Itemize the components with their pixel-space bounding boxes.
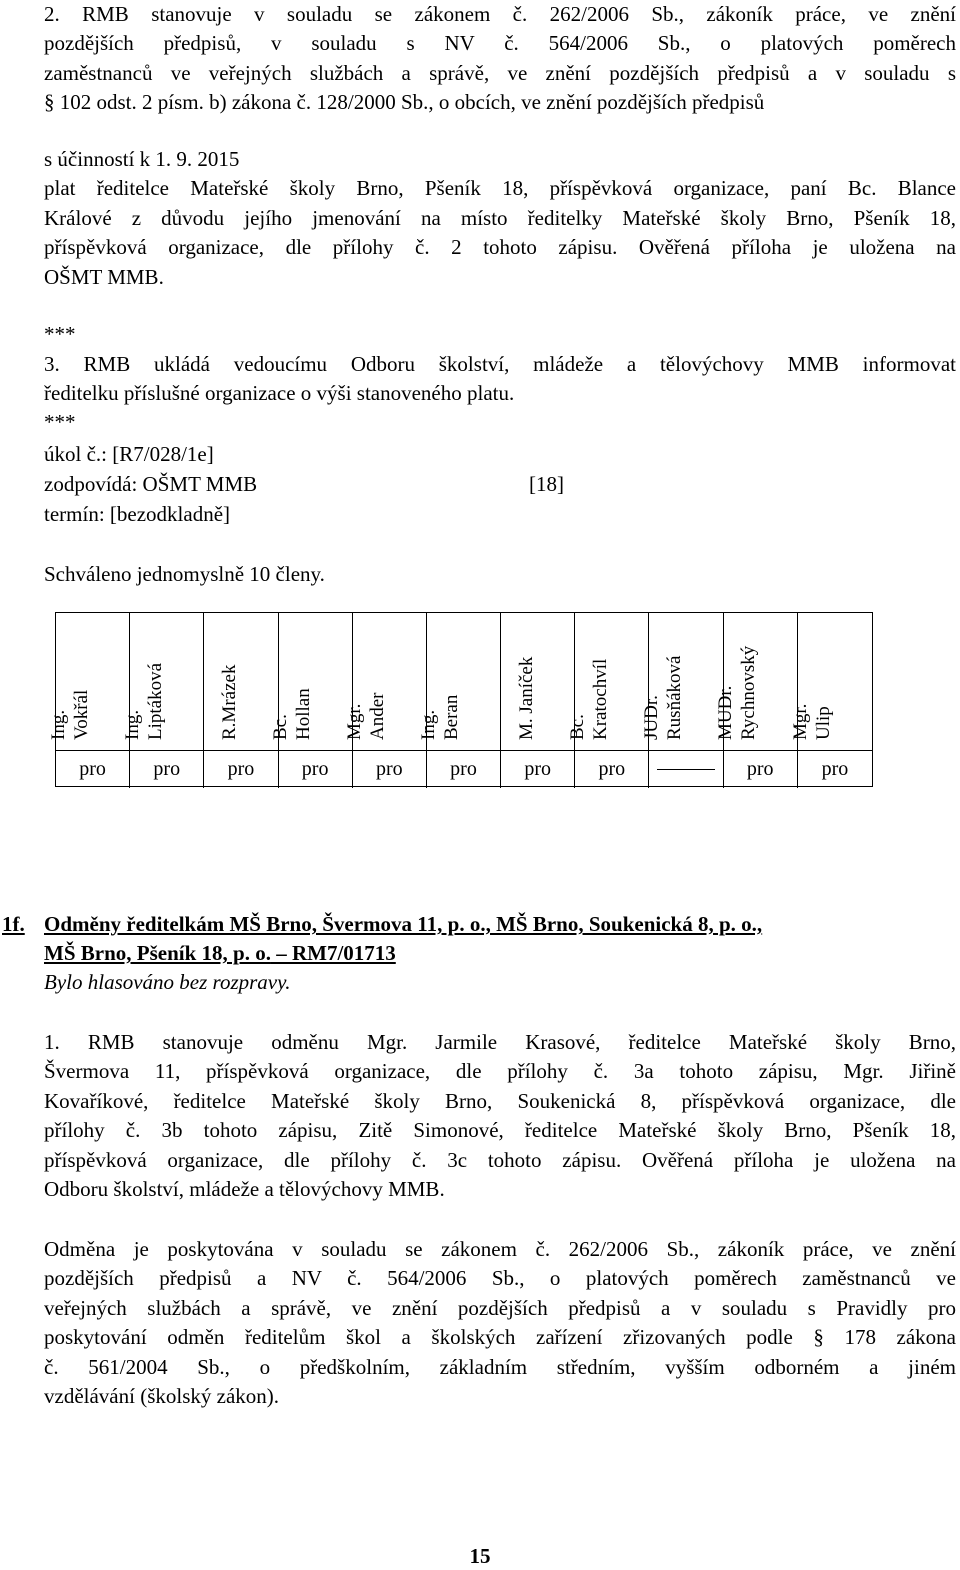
vote-header-cell (789, 613, 872, 751)
vote-header-cell (121, 613, 204, 751)
section-title-ref: – RM7/01713 (270, 941, 396, 965)
vote-cell: pro (501, 751, 575, 788)
vote-header-cell (47, 613, 130, 751)
separator: *** (44, 410, 76, 434)
text-line: plat ředitelce Mateřské školy Brno, Pšeník 18, příspěvková organizace, paní Bc. Blance (44, 176, 956, 201)
vote-cell: pro (279, 751, 353, 788)
vote-cell: pro (204, 751, 278, 788)
section-number: 1f. (2, 912, 25, 936)
text-line: § 102 odst. 2 písm. b) zákona č. 128/2000 Sb., o obcích, ve znění pozdějších předpisů (44, 90, 765, 115)
section-title-org: MŠ Brno, Pšeník 18, p. o. (44, 941, 271, 965)
member-name: Liptáková (144, 662, 166, 740)
text-line: přílohy č. 3b tohoto zápisu, Zitě Simonové, ředitelce Mateřské školy Brno, Pšeník 18, (44, 1118, 956, 1143)
member-name: Kratochvíl (589, 658, 611, 740)
vote-header-cell (418, 613, 501, 751)
vote-cell: pro (56, 751, 130, 788)
vote-cell: pro (575, 751, 649, 788)
vote-table (47, 612, 873, 787)
task-code: [18] (529, 472, 564, 496)
text-line: č. 561/2004 Sb., o předškolním, základním středním, vyšším odborném a jiném (44, 1354, 956, 1379)
task-deadline: termín: [bezodkladně] (44, 502, 231, 526)
member-title: Ing. (47, 709, 69, 740)
member-title: Ing. (418, 709, 440, 740)
text-line: Kovaříkové, ředitelce Mateřské školy Brno, Soukenická 8, příspěvková organizace, dle (44, 1088, 956, 1113)
text-line: OŠMT MMB. (44, 264, 164, 289)
member-title: R.Mrázek (218, 664, 240, 740)
text-line: příspěvková organizace, dle přílohy č. 2 tohoto zápisu. Ověřená příloha je uložena na (44, 235, 956, 260)
section-title-line1: Odměny ředitelkám MŠ Brno, Švermova 11, p. o., MŠ Brno, Soukenická 8, p. o., (44, 912, 763, 936)
text-line: Odměna je poskytována v souladu se zákonem č. 262/2006 Sb., zákoník práce, ve znění (44, 1237, 956, 1261)
text-line: poskytování odměn ředitelům škol a školských zařízení zřizovaných podle § 178 zákona (44, 1325, 956, 1350)
text-line: pozdějších předpisů, v souladu s NV č. 564/2006 Sb., o platových poměrech (44, 31, 956, 56)
vote-header-cell (204, 613, 278, 751)
text-line: pozdějších předpisů a NV č. 564/2006 Sb., o platových poměrech zaměstnanců ve (44, 1266, 956, 1291)
text-line: Švermova 11, příspěvková organizace, dle přílohy č. 3a tohoto zápisu, Mgr. Jiřině (44, 1059, 956, 1084)
dash-mark (657, 769, 715, 770)
vote-cell: pro (130, 751, 204, 788)
text-line: 1. RMB stanovuje odměnu Mgr. Jarmile Krasové, ředitelce Mateřské školy Brno, (44, 1030, 956, 1054)
vote-header-cell (344, 613, 427, 751)
member-title: Bc. (566, 714, 588, 740)
vote-header-cell (641, 613, 723, 751)
text-line: s účinností k 1. 9. 2015 (44, 147, 240, 171)
vote-header-cell (566, 613, 649, 751)
text-line: Odboru školství, mládeže a tělovýchovy MMB. (44, 1177, 445, 1202)
text-line: příspěvková organizace, dle přílohy č. 3c tohoto zápisu. Ověřená příloha je uložena na (44, 1147, 956, 1172)
member-name: Ulip (812, 706, 834, 740)
vote-cell: pro (821, 758, 849, 780)
vote-cell: pro (427, 751, 501, 788)
member-name: Hollan (293, 688, 315, 740)
member-name: Rychnovský (738, 645, 760, 740)
member-title: Mgr. (789, 703, 811, 740)
paragraph-rmb-2 (44, 0, 956, 118)
vote-header-cell (715, 613, 798, 751)
paragraph-effective (44, 145, 956, 292)
member-title: JUDr. (641, 695, 663, 740)
vote-cell-absent (649, 751, 723, 788)
text-line: Králové z důvodu jejího jmenování na místo ředitelky Mateřské školy Brno, Pšeník 18, (44, 205, 956, 230)
member-name: Beran (441, 694, 463, 740)
member-title: Ing. (121, 709, 143, 740)
text-line: zaměstnanců ve veřejných službách a správě, ve znění pozdějších předpisů a v souladu s (44, 60, 956, 85)
section-title-line2 (44, 939, 396, 968)
member-title: MUDr. (715, 685, 737, 740)
text-line: ředitelku příslušné organizace o výši stanoveného platu. (44, 381, 515, 406)
vote-cell: pro (724, 751, 798, 788)
vote-header-cell (501, 613, 575, 751)
separator: *** (44, 322, 76, 346)
text-line: vzdělávání (školský zákon). (44, 1384, 280, 1409)
paragraph-bonus (44, 1028, 956, 1204)
member-title: Mgr. (344, 703, 366, 740)
member-title: Bc. (270, 714, 292, 740)
text-line: 2. RMB stanovuje v souladu se zákonem č. 262/2006 Sb., zákoník práce, ve znění (44, 2, 956, 26)
paragraph-rmb-3 (44, 350, 956, 409)
member-name: Ander (367, 692, 389, 740)
approval-text: Schváleno jednomyslně 10 členy. (44, 562, 325, 586)
member-name: Rusňáková (664, 655, 686, 740)
member-name: Vokřál (70, 689, 92, 740)
text-line: veřejných službách a správě, ve znění pozdějších předpisů a v souladu s Pravidly pro (44, 1295, 956, 1320)
section-note: Bylo hlasováno bez rozpravy. (44, 970, 291, 994)
page-number: 15 (469, 1544, 491, 1568)
vote-header-cell (270, 613, 353, 751)
member-title: M. Janíček (515, 656, 537, 740)
paragraph-legal-basis (44, 1235, 956, 1411)
task-responsible: zodpovídá: OŠMT MMB (44, 472, 258, 496)
text-line: 3. RMB ukládá vedoucímu Odboru školství, mládeže a tělovýchovy MMB informovat (44, 352, 956, 376)
task-number: úkol č.: [R7/028/1e] (44, 442, 214, 466)
vote-cell: pro (353, 751, 427, 788)
